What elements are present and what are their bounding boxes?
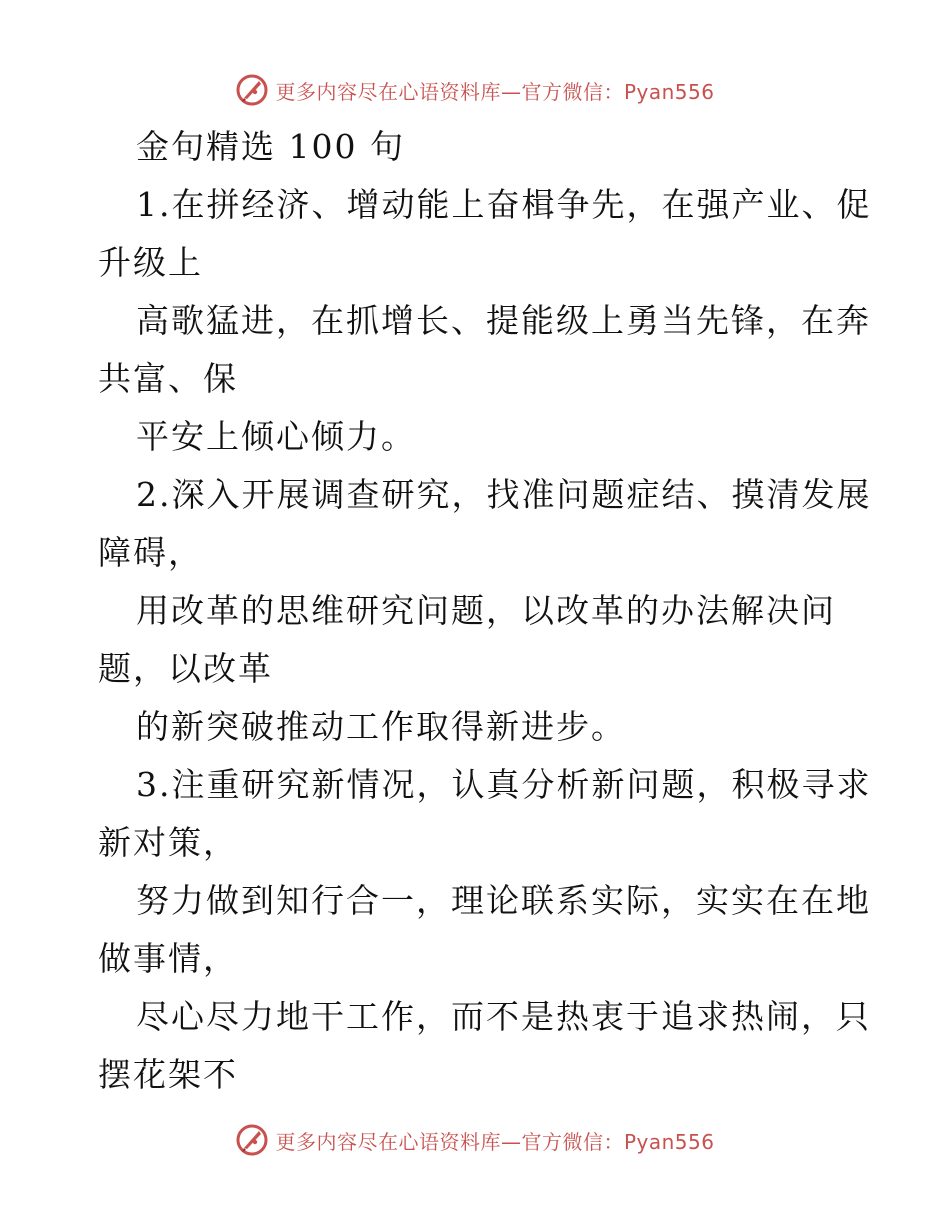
text-line: 3.注重研究新情况，认真分析新问题，积极寻求 bbox=[136, 765, 872, 804]
text-line: 2.深入开展调查研究，找准问题症结、摸清发展 bbox=[136, 475, 872, 514]
text-line: 尽心尽力地干工作，而不是热衷于追求热闹，只 bbox=[136, 997, 871, 1036]
text-line: 新对策， bbox=[98, 823, 238, 862]
header-watermark-text: 更多内容尽在心语资料库—官方微信：Pyan556 bbox=[275, 79, 715, 104]
footer-watermark-text: 更多内容尽在心语资料库—官方微信：Pyan556 bbox=[275, 1129, 715, 1154]
document-title: 金句精选 100 句 bbox=[136, 127, 405, 166]
text-line: 高歌猛进，在抓增长、提能级上勇当先锋，在奔 bbox=[136, 301, 871, 340]
text-line: 努力做到知行合一，理论联系实际，实实在在地 bbox=[136, 881, 871, 920]
text-line: 题，以改革 bbox=[98, 649, 273, 688]
document-body bbox=[98, 118, 872, 1104]
header-watermark bbox=[0, 70, 950, 110]
text-line: 摆花架不 bbox=[98, 1055, 238, 1094]
text-line: 1.在拼经济、增动能上奋楫争先，在强产业、促 bbox=[136, 185, 872, 224]
quill-pen-logo-icon bbox=[235, 1123, 269, 1157]
text-line: 用改革的思维研究问题，以改革的办法解决问 bbox=[136, 591, 836, 630]
text-line: 共富、保 bbox=[98, 359, 238, 398]
text-line: 障碍， bbox=[98, 533, 203, 572]
text-line: 做事情， bbox=[98, 939, 238, 978]
text-line: 的新突破推动工作取得新进步。 bbox=[136, 707, 626, 746]
text-line: 平安上倾心倾力。 bbox=[136, 417, 416, 456]
footer-watermark bbox=[0, 1120, 950, 1160]
quill-pen-logo-icon bbox=[235, 73, 269, 107]
text-line: 升级上 bbox=[98, 243, 203, 282]
